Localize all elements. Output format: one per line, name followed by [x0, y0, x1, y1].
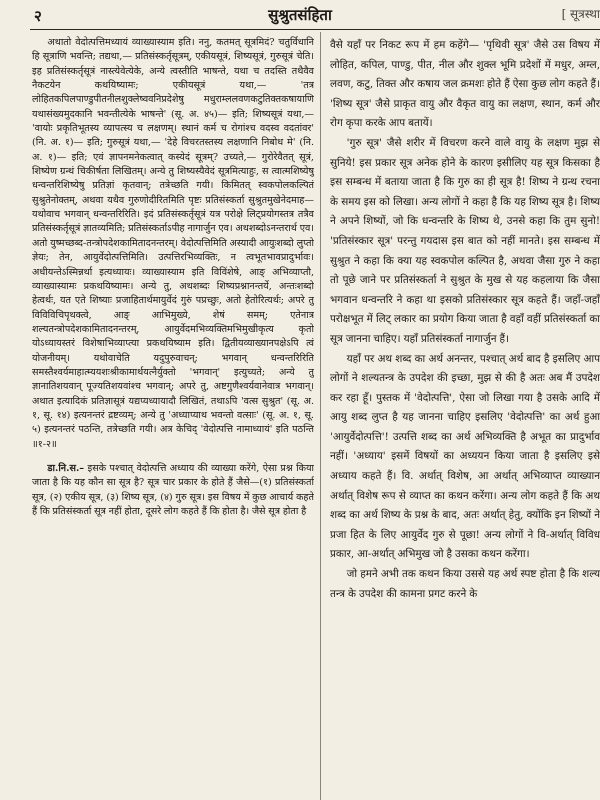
page-number: २ — [34, 7, 42, 25]
hindi-commentary-text: इसके पश्चात् वेदोत्पत्ति अध्याय की व्याख्या करेंगे, ऐसा प्रश्न किया जाता है कि यह कौन सा सूत्र है? सूत्र चार प्रकार के होते हैं जैसे—(१) प्रतिसंस्कर्ता सूत्र, (२) एकीय सूत्र, (३) शिष्य सूत्र, (४) गुरु सूत्र। इस विषय में कुछ आचार्य कहते हैं कि प्रतिसंस्कर्ता सूत्र नहीं होता, दूसरे लोग कहते हैं कि होता है। जैसे सूत्र होता है — [32, 462, 314, 517]
right-paragraph-1: वैसे यहाँ पर निकट रूप में हम कहेंगे— 'पृथिवी सूत्र' जैसे उस विषय में लोहित, कपिल, पाण्डु, पीत, नील और शुक्ल भूमि प्रदेशों में मधुर, अम्ल, लवण, कटु, तिक्त और कषाय जल क्रमशः होते हैं ऐसा कुछ लोग कहते हैं। 'शिष्य सूत्र' जैसे प्राकृत वायु और वैकृत वायु का लक्षण, स्थान, कर्म और रोग कृपा करके आप बतायें। — [330, 39, 600, 130]
right-paragraph-2: 'गुरु सूत्र' जैसे शरीर में विचरण करने वाले वायु के लक्षण मुझ से सुनिये! इस प्रकार सूत्र अनेक होने के कारण इसीलिए यह सूत्र किसका है इस सम्बन्ध में बताया जाता है कि गुरु का ही सूत्र है! शिष्य ने ग्रन्थ रचना के समय इस को लिखा। अन्य लोगों ने कहा है कि यह शिष्य सूत्र है। शिष्य ने अपने शिष्यों, जो कि धन्वन्तरि के शिष्य थे, उनसे कहा कि तुम सुनो! 'प्रतिसंस्कार सूत्र' परन्तु गयदास इस बात को नहीं मानते। इस सम्बन्ध में सुश्रुत ने कहा कि क्या यह स्वकपोल कल्पित है, अथवा जैसा गुरु ने कहा तो पूछे जाने पर प्रतिसंस्कर्ता ने सुश्रुत के मुख से यह कहलाया कि जैसा भगवान धन्वन्तरि ने कहा था इसको प्रतिसंस्कार सूत्र कहते हैं। जहाँ-जहाँ परोक्षभूत में लिट् लकार का प्रयोग किया जाता है वहाँ वहीं प्रतिसंस्कर्ता का सूत्र जानना चाहिए। यहाँ प्रतिसंस्कर्ता नागार्जुन हैं। — [330, 136, 600, 345]
right-paragraph-3: यहाँ पर अथ शब्द का अर्थ अनन्तर, पश्चात् अर्थ बाद है इसलिए आप लोगों ने शल्यतन्त्र के उपदेश की इच्छा, मुझ से की है अतः अब मैं उपदेश कर रहा हूँ। पुस्तक में 'वेदोत्पत्ति', ऐसा जो लिखा गया है उसके आदि में आयु शब्द लुप्त है यह जानना चाहिए इसलिए 'वेदोत्पत्ति' का अर्थ हुआ 'आयुर्वेदोत्पत्ति'! उत्पत्ति शब्द का अर्थ अभिव्यक्ति है अभूत का प्रादुर्भाव नहीं। 'अध्याय' इसमें विषयों का अध्ययन किया जाता है इसलिए इसे अध्याय कहते हैं। वि. अर्थात् विशेष, आ अर्थात् अभिव्याप्त व्याख्यान अर्थात् विशेष रूप से व्याप्त का कथन करेंगा। अन्य लोग कहते हैं कि अथ शब्द का अर्थ शिष्य के प्रश्न के बाद, अतः अर्थात् हेतु, क्योंकि इन शिष्यों ने प्रजा हित के लिए आयुर्वेद गुरु से पूछा! अन्य लोगों ने वि-अर्थात् विविध प्रकार, आ-अर्थात् अभिमुख जो है उसका कथन करेंगा। — [330, 352, 600, 561]
page-header — [0, 0, 600, 30]
left-column — [32, 36, 314, 796]
right-column — [330, 36, 600, 796]
sanskrit-paragraph: अथातो वेदोत्पत्तिमध्यायं व्याख्यास्याम इति। ननु, कतमत् सूत्रमिदं? चतुर्विधानि हि सूत्राणि भवन्ति; तद्यथा,— प्रतिसंस्कर्तृसूत्रम्, एकीयसूत्रं, शिष्यसूत्रं, गुरुसूत्रं चेति। इह प्रतिसंस्कर्तृसूत्रं नास्त्येवेत्येके, अन्ये त्वस्तीति भाषन्ते, यथा च तदस्ति तथैवैव नैकटयेन कथयिष्यामः; एकीयसूत्रं यथा,— 'तत्र लोहितकपिलपाण्डुपीतनीलशुक्लेष्ववनिप्रदेशेषु मधुराम्ललवणकटुतिक्तकषायाणि यथासंख्यमुदकानि भवन्तीत्येके भाषन्ते' (सू. अ. ४५)— इति; शिष्यसूत्रं यथा,— 'वायोः प्रकृतिभूतस्य व्यापत्स्य च लक्षणम्। स्थानं कर्म च रोगांश्च वदस्व वदतांवर' (नि. अ. १)— इति; गुरुसूत्रं यथा,— 'देहे विचरतस्तस्य लक्षणानि निबोध मे' (नि. अ. १)— इति; एवं ज्ञापनमनेकत्वात् कस्येदं सूत्रम्? उच्यते,— गुरोरेवैतत् सूत्रं, शिष्येण ग्रन्थं चिकीर्षता लिखितम्। अन्ये तु शिष्यस्यैवेदं सूत्रमित्याहुः, स त्वात्मशिष्येषु धन्वन्तरिशिष्येषु प्रतिज्ञां कृतवान्; तत्रेच्छति गयी। किमितत् स्वकपोलकल्पितं सुश्रुतेनोक्तम्, अथवा यथैव गुरुणोदीरितमिति पृष्टः प्रतिसंस्कर्ता सुश्रुतमुखेनेदमाह— यथोवाच भगवान् धन्वन्तरिरिति। इदं प्रतिसंस्कर्तृसूत्रं यत्र परोक्षे लिट्प्रयोगस्तत्र तत्रैव प्रतिसंस्कर्तृसूत्रं ज्ञातव्यमिति; प्रतिसंस्कर्ताऽपीह नागार्जुन एव। अथशब्दोऽनन्तरार्थ एव। अतो युष्मच्छब्द-तन्त्रोपदेशकामितादनन्तरम्। वेदोत्पत्तिमिति अस्यादी आयुःशब्दो लुप्तो ज्ञेयः; तेन, आयुर्वेदोत्पत्तिमिति। उत्पत्तिरभिव्यक्तिः, न त्वभूतभावप्रादुर्भावः। अधीयन्तेऽस्मिन्नर्था इत्यध्यायः। व्याख्यास्याम इति विविंशेषे, आङ् अभिव्याप्तौ, व्याख्यास्यामः प्रकथयिष्यामः। अन्ये तु, अथशब्दः शिष्यप्रश्नानन्तर्ये, अन्तःशब्दो हेत्वर्थः, यत एते शिष्याः प्रजाहितार्थमायुर्वेदं गुरुं पप्रच्छुः, अतो हेतोरित्यर्थः; अपरे तु विविविचिपृथक्त्वे, आङ् आभिमुख्ये, शेषं समम्; एतेनात्र शल्यतन्त्रोपदेशकामितादनन्तरम्, आयुर्वेदमभिव्यक्तिमभिमुखीकृत्य कृतो योऽध्यायस्तरं विशेषाभिव्याप्त्या प्रकथयिष्याम इति। द्वितीयव्याख्यानपक्षेऽपि त्वं योजनीयम्। यथोवाचेति यदुपुरुवाचन्; भगवान् धन्वन्तरिरिति समस्तैश्वर्यमाहात्म्ययशःश्रीकामार्थयत्नैर्युक्तो 'भगवान्' इत्युच्यते; अन्ये तु ज्ञानातिशयवान् पूज्यतिशयवांश्च भगवान्; अपरे तु, अष्टगुणैश्वर्यवानेवात्र भगवान्। अथात इत्यादिकं प्रतिज्ञासूत्रं यद्यप्यध्यायादौ लिखितं, तथाऽपि 'वत्स सुश्रुत' (सू. अ. १, सू. १४) इत्यनन्तरं द्रष्टव्यम्; अन्ये तु 'अध्याप्याथ भवन्तो वत्साः' (सू. अ. १, सू. ५) इत्यनन्तरं पठन्ति, तत्रेच्छति गयी। अत्र केचिद् 'वेदोत्पत्ति नामाध्यायं' इति पठन्ति ॥१-२॥ — [32, 37, 314, 450]
section-marker: [ सूत्रस्था — [561, 7, 600, 21]
running-title: सुश्रुतसंहिता — [268, 6, 332, 24]
column-divider — [320, 32, 321, 800]
hindi-translation — [330, 36, 600, 604]
right-paragraph-4: जो हमने अभी तक कथन किया उससे यह अर्थ स्पष्ट होता है कि शल्य तन्त्र के उपदेश की कामना प्रगट करने के — [330, 568, 600, 600]
hindi-commentary-paragraph — [32, 462, 314, 519]
sanskrit-commentary — [32, 36, 314, 519]
header-rule — [30, 29, 600, 30]
commentary-label: डा.नि.स.– — [47, 462, 85, 474]
